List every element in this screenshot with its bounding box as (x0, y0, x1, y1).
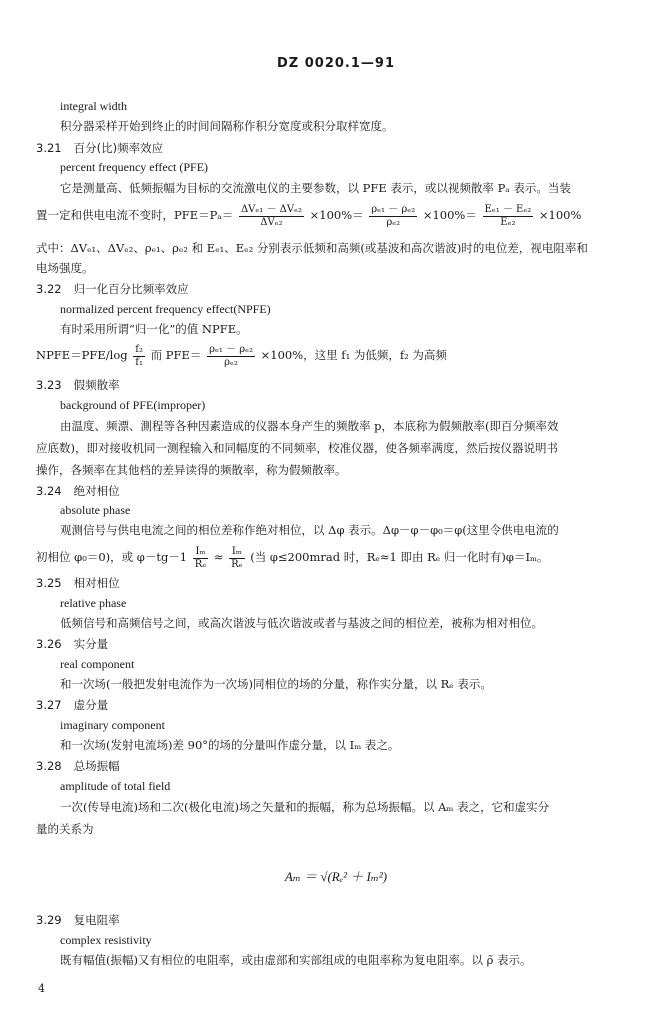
section-number: 3.23 (36, 378, 62, 392)
fraction-denominator: ΔVₑ₂ (260, 216, 283, 228)
definition-text: 电场强度。 (36, 261, 94, 275)
definition-text: 量的关系为 (36, 822, 94, 836)
section-heading-3-29 (36, 912, 611, 928)
fraction-denominator: ρₑ₂ (224, 356, 238, 368)
section-number: 3.25 (36, 576, 62, 590)
definition-text: 和一次场(发射电流场)差 90°的场的分量叫作虚分量，以 Iₘ 表之。 (60, 738, 400, 752)
definition-text: 和一次场(一般把发射电流作为一次场)同相位的场的分量，称作实分量，以 Rₑ 表示。 (60, 677, 492, 691)
formula-text: ≈ (213, 550, 224, 564)
section-heading-3-24 (36, 483, 611, 499)
section-heading-3-25 (36, 575, 611, 591)
npfe-formula (36, 340, 636, 370)
section-heading-3-21 (36, 140, 611, 156)
formula-text: 而 PFE＝ (150, 348, 202, 362)
term-english: background of PFE(improper) (60, 398, 206, 412)
definition-text: 由温度、频漂、測程等各种因素造成的仪器本身产生的频散率 p，本底称为假频散率(即百分频率效 (60, 419, 559, 433)
section-number: 3.29 (36, 913, 62, 927)
definition-text: 观测信号与供电电流之间的相位差称作绝对相位，以 Δφ 表示。Δφ－φ－φ₀＝φ(这里令供电电流的 (60, 523, 559, 537)
fraction-denominator: Rₑ (231, 558, 243, 570)
definition-text: 低频信号和高频信号之间，或高次谐波与低次谐波或者与基波之间的相位差，被称为相对相位。 (60, 616, 543, 630)
term-english: normalized percent frequency effect(NPFE) (60, 302, 271, 316)
section-number: 3.24 (36, 484, 62, 498)
fraction-denominator: ρₑ₂ (386, 216, 401, 228)
fraction-numerator: Eₑ₁ － Eₑ₂ (484, 203, 532, 215)
section-title: 归一化百分比频率效应 (73, 282, 189, 296)
document-header: DZ 0020.1—91 (277, 56, 395, 71)
formula-text: ×100%＝ (422, 208, 477, 222)
definition-text: 应底数)，即对接收机同一测程输入和同幅度的不同频率，校准仪器，使各频率满度，然后按仪器说明书 (36, 441, 558, 455)
definition-text: 一次(传导电流)场和二次(极化电流)场之矢量和的振幅，称为总场振幅。以 Aₘ 表之，它和虚实分 (60, 800, 550, 814)
section-heading-3-27 (36, 697, 611, 713)
section-title: 假频散率 (73, 378, 120, 392)
term-english: real component (60, 657, 135, 671)
section-title: 绝对相位 (73, 484, 120, 498)
formula-text: ×100%，这里 f₁ 为低频，f₂ 为高频 (260, 348, 447, 362)
pfe-formula (36, 200, 636, 230)
section-number: 3.22 (36, 282, 62, 296)
definition-text: 式中：ΔVₑ₁、ΔVₑ₂、ρₑ₁、ρₑ₂ 和 Eₑ₁、Eₑ₂ 分别表示低频和高频(或基波和高次谐波)时的电位差，视电阻率和 (36, 241, 588, 255)
fraction-numerator: f₂ (135, 343, 143, 355)
fraction (193, 546, 208, 571)
formula-text: ×100%＝ (309, 208, 364, 222)
fraction-numerator: Iₘ (229, 546, 244, 559)
section-title: 虚分量 (73, 698, 109, 712)
section-heading-3-22 (36, 281, 611, 297)
term-english: amplitude of total field (60, 779, 171, 793)
term-english: imaginary component (60, 718, 165, 732)
fraction (239, 204, 304, 229)
section-title: 相对相位 (73, 576, 120, 590)
term-english: relative phase (60, 596, 127, 610)
definition-text: 既有幅值(振幅)又有相位的电阻率，或由虚部和实部组成的电阻率称为复电阻率。以 ρ̃ 表示。 (60, 953, 532, 967)
formula-text: (当 φ≤200mrad 时，Rₑ≈1 即由 Rₑ 归一化时有)φ＝Iₘ。 (250, 550, 549, 564)
fraction-numerator: ρₑ₁ － ρₑ₂ (209, 343, 253, 355)
fraction (133, 344, 145, 369)
section-number: 3.28 (36, 759, 62, 773)
section-heading-3-28 (36, 758, 611, 774)
definition-text: 有时采用所谓“归一化”的值 NPFE。 (60, 322, 248, 336)
section-title: 百分(比)频率效应 (73, 141, 164, 155)
phase-formula (36, 542, 636, 572)
section-number: 3.26 (36, 637, 62, 651)
term-english: complex resistivity (60, 933, 152, 947)
fraction-denominator: Eₑ₂ (500, 216, 516, 228)
total-field-formula: Aₘ ＝ √(Rₑ² ＋ Iₘ²) (284, 869, 388, 884)
definition-text: 它是测量高、低频振幅为目标的交流激电仪的主要参数，以 PFE 表示，或以视频散率 Pₐ 表示。当装 (60, 181, 571, 195)
formula-text: NPFE＝PFE/log (36, 348, 128, 362)
term-english: percent frequency effect (PFE) (60, 160, 209, 174)
section-heading-3-23 (36, 377, 611, 393)
fraction-numerator: ρₑ₁ － ρₑ₂ (371, 203, 416, 215)
fraction (483, 204, 534, 229)
formula-text: 初相位 φ₀＝0)，或 φ－tg－1 (36, 550, 188, 564)
section-number: 3.21 (36, 141, 62, 155)
fraction-numerator: ΔVₑ₁ － ΔVₑ₂ (240, 203, 302, 215)
formula-text: ×100% (538, 208, 582, 222)
fraction-numerator: Iₘ (193, 546, 208, 559)
formula-text: 置一定和供电电流不变时，PFE＝Pₐ＝ (36, 208, 234, 222)
page-number: 4 (38, 982, 45, 995)
fraction (207, 344, 255, 369)
section-title: 实分量 (73, 637, 109, 651)
term-english: integral width (60, 99, 127, 113)
section-number: 3.27 (36, 698, 62, 712)
section-title: 总场振幅 (73, 759, 120, 773)
definition-text: 操作，各频率在其他档的差异读得的频散率，称为假频散率。 (36, 463, 347, 477)
fraction-denominator: Rₑ (194, 558, 207, 570)
section-title: 复电阻率 (73, 913, 120, 927)
section-heading-3-26 (36, 636, 611, 652)
fraction (369, 204, 417, 229)
fraction-denominator: f₁ (135, 356, 143, 368)
fraction (229, 546, 244, 571)
term-english: absolute phase (60, 503, 131, 517)
definition-text: 积分器采样开始到终止的时间间隔称作积分宽度或积分取样宽度。 (60, 119, 394, 133)
